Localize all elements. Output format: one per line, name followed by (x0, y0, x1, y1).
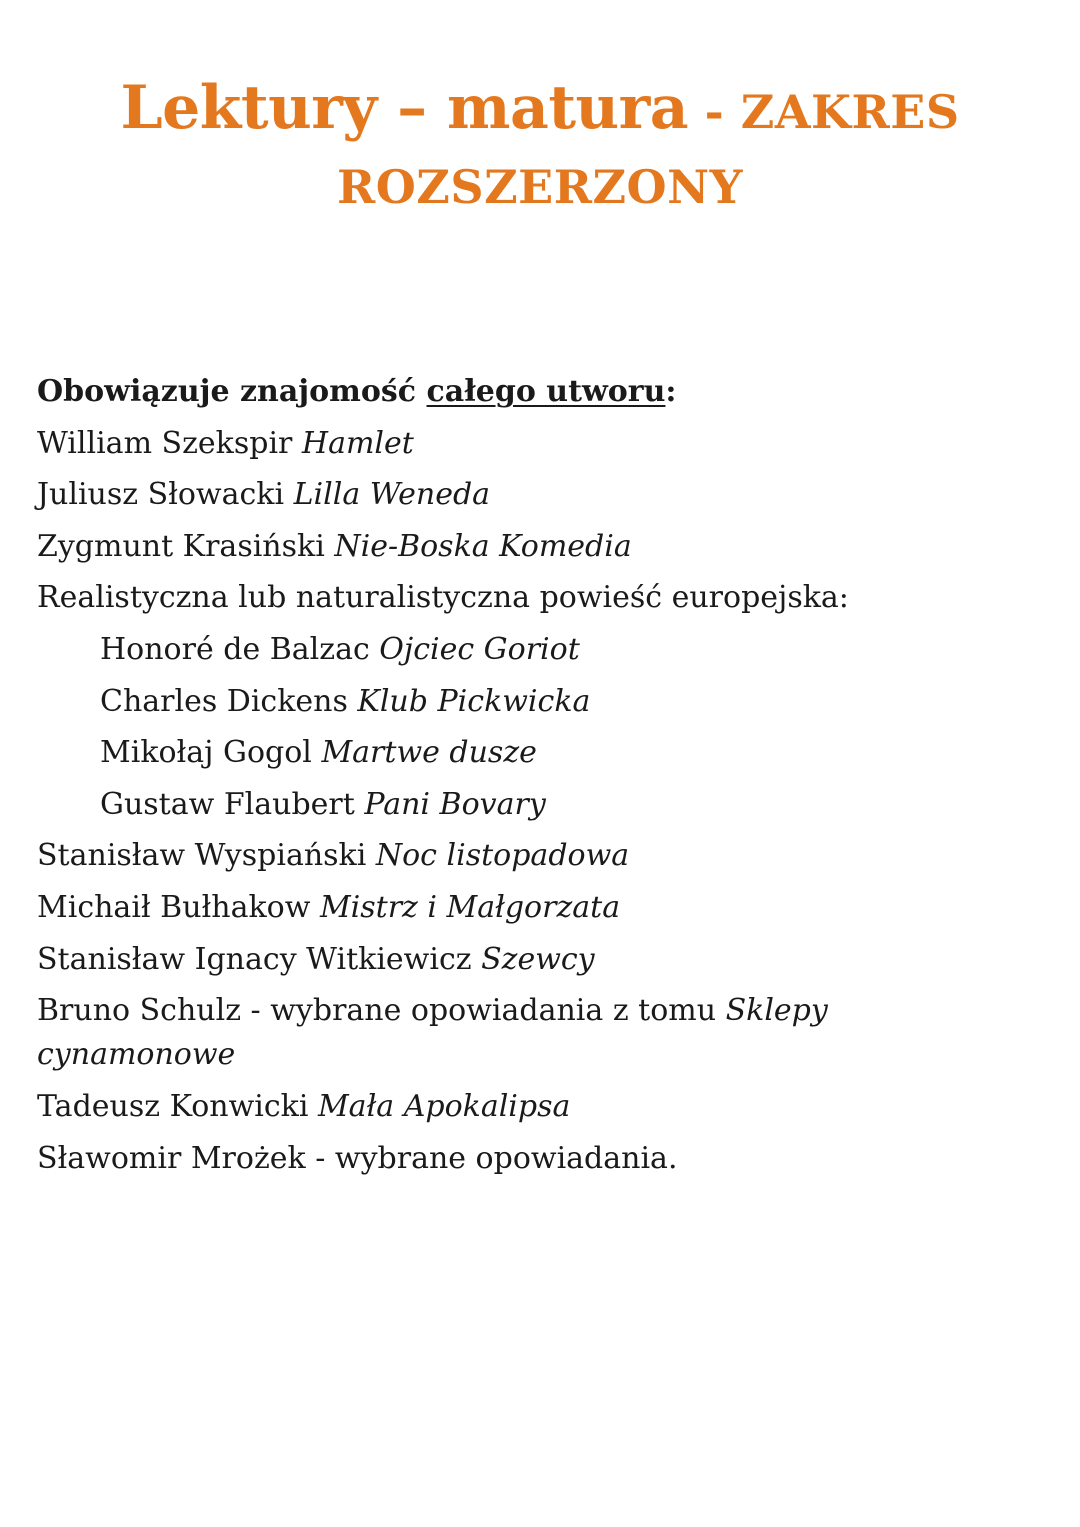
work-title: Martwe dusze (321, 735, 537, 771)
work-title: Hamlet (301, 425, 414, 461)
heading-prefix: Obowiązuje znajomość (37, 374, 427, 409)
list-item (37, 521, 1047, 573)
work-title: Mała Apokalipsa (317, 1089, 571, 1125)
title-rozszerzony: ROZSZERZONY (336, 160, 743, 214)
reading-list (37, 366, 1047, 1184)
work-title: Lilla Weneda (293, 477, 491, 513)
category-label: Realistyczna lub naturalistyczna powieść europejska: (37, 580, 849, 616)
work-title: Szewcy (481, 941, 595, 977)
author: Honoré de Balzac (100, 631, 380, 667)
title-line-1 (0, 68, 1080, 163)
work-title: Klub Pickwicka (357, 683, 591, 719)
author: Michaił Bułhakow (37, 889, 320, 925)
title-zakres: ZAKRES (740, 85, 960, 139)
list-item (37, 1081, 1047, 1133)
author: Stanisław Ignacy Witkiewicz (37, 941, 482, 977)
author: Tadeusz Konwicki (37, 1089, 318, 1125)
work-title: Mistrz i Małgorzata (319, 889, 621, 925)
list-item (37, 418, 1047, 470)
work-title: Ojciec Goriot (379, 631, 580, 667)
list-item (37, 882, 1047, 934)
author: Sławomir Mrożek - wybrane opowiadania. (37, 1140, 678, 1176)
document-title (0, 68, 1080, 217)
list-item (37, 934, 1047, 986)
author: Juliusz Słowacki (37, 477, 294, 513)
work-title: Sklepy cynamonowe (37, 993, 828, 1073)
heading-suffix: : (665, 374, 677, 409)
author: Mikołaj Gogol (100, 735, 322, 771)
title-main: Lektury – matura (120, 73, 689, 143)
author: Charles Dickens (100, 683, 358, 719)
list-item-sub (37, 779, 1047, 831)
list-item-sub (37, 676, 1047, 728)
list-item-sub (37, 727, 1047, 779)
list-item-sub (37, 624, 1047, 676)
work-title: Nie-Boska Komedia (334, 528, 632, 564)
list-item-category (37, 572, 1047, 624)
list-item (37, 985, 877, 1081)
work-title: Noc listopadowa (375, 838, 630, 874)
author: Bruno Schulz - wybrane opowiadania z tomu (37, 993, 726, 1029)
author: William Szekspir (37, 425, 302, 461)
list-item (37, 469, 1047, 521)
work-title: Pani Bovary (364, 786, 546, 822)
list-item (37, 830, 1047, 882)
author: Stanisław Wyspiański (37, 838, 376, 874)
author: Zygmunt Krasiński (37, 528, 335, 564)
heading-underlined: całego utworu (426, 374, 666, 409)
author: Gustaw Flaubert (100, 786, 365, 822)
section-heading (37, 366, 1047, 418)
list-item (37, 1133, 1047, 1185)
title-separator: - (688, 85, 741, 139)
